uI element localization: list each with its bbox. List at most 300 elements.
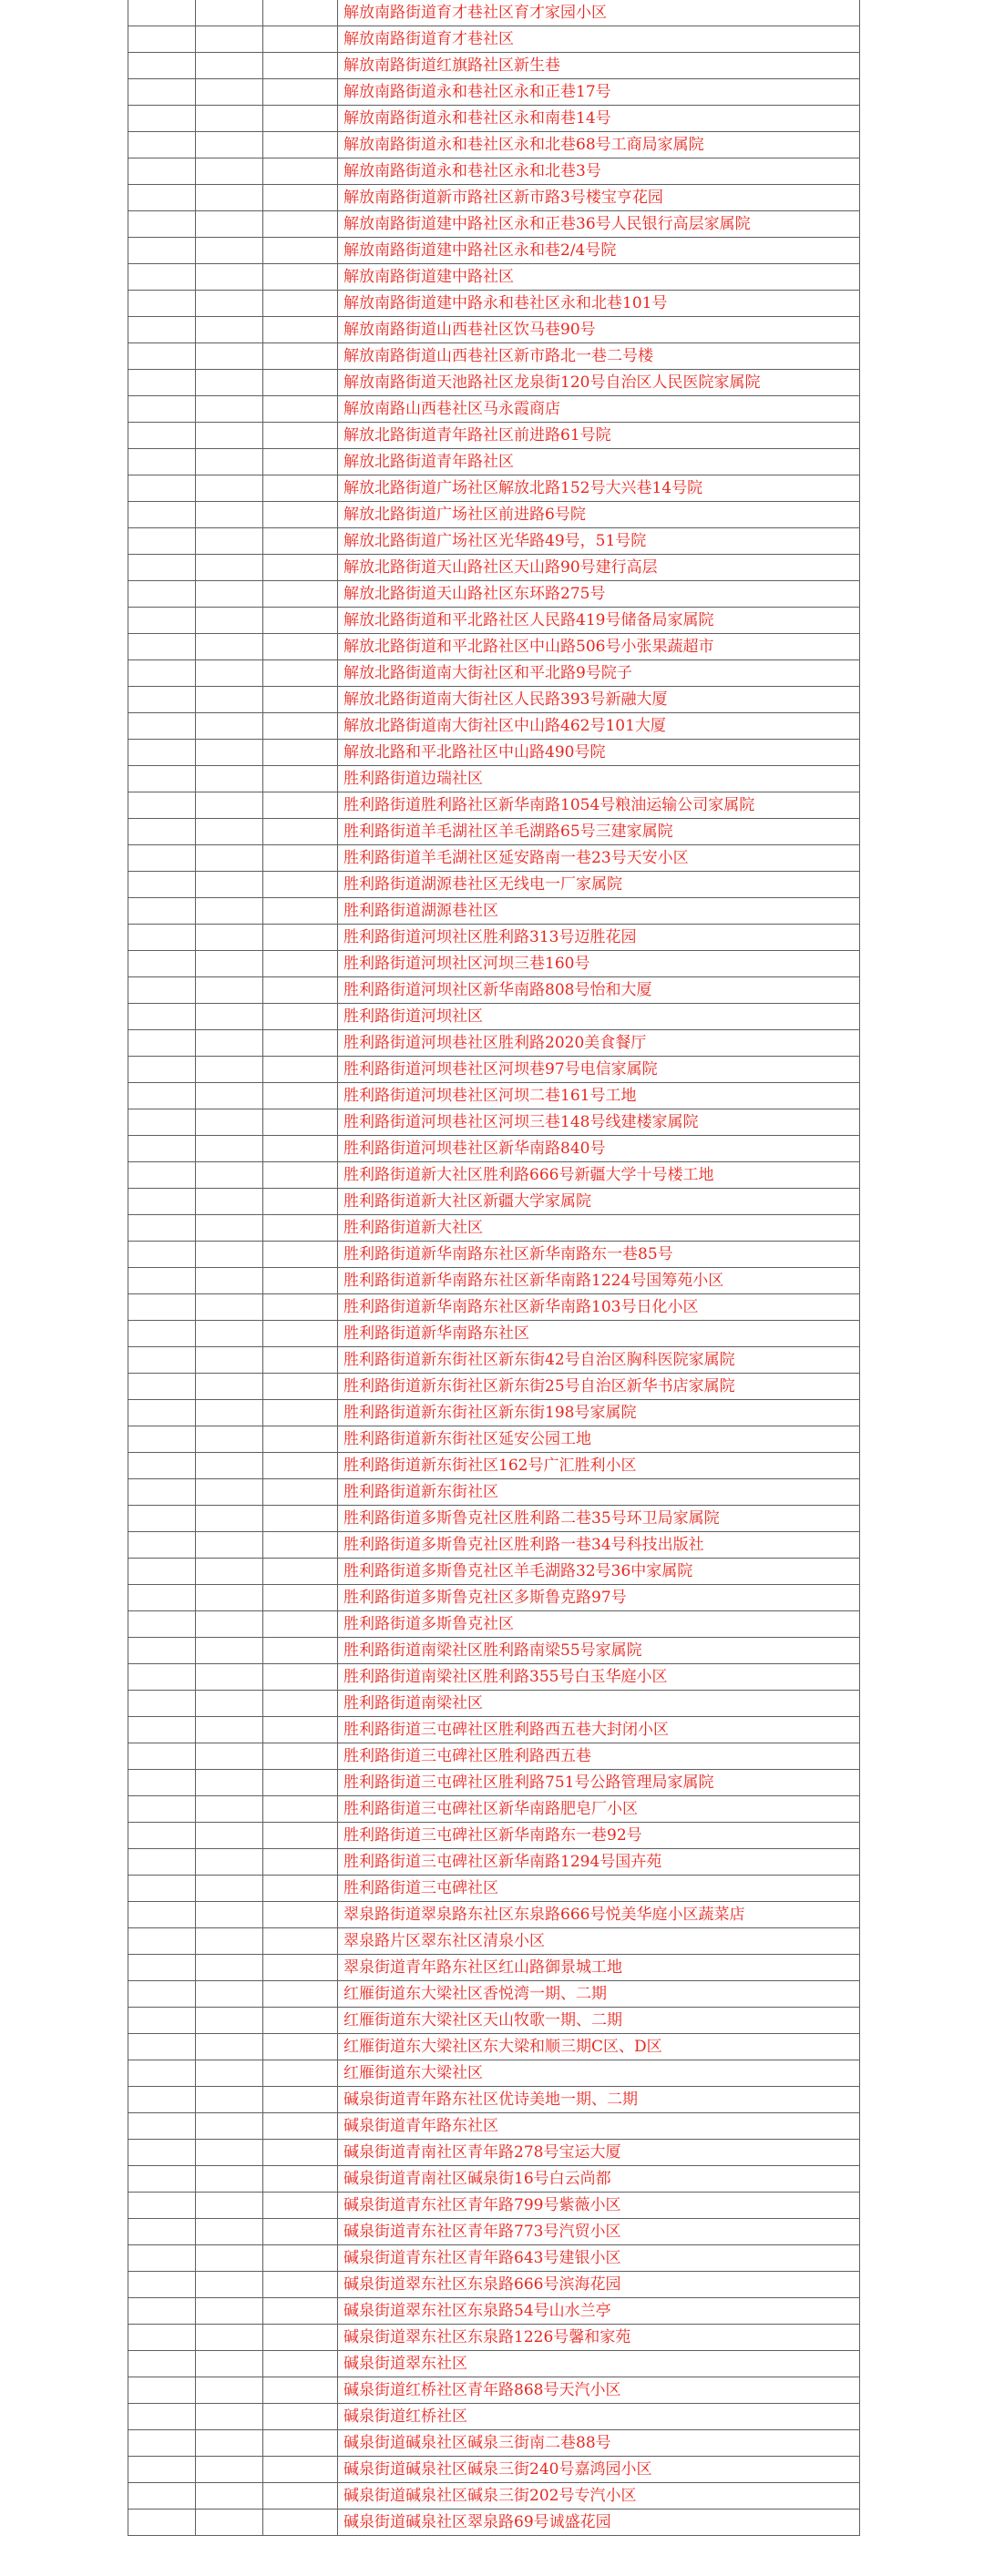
address-cell: 碱泉街道碱泉社区碱泉三街202号专汽小区 xyxy=(338,2483,860,2510)
address-cell: 红雁街道东大梁社区香悦湾一期、二期 xyxy=(338,1981,860,2008)
table-row xyxy=(128,1136,860,1162)
empty-cell xyxy=(196,713,263,740)
empty-cell xyxy=(263,1823,338,1849)
address-cell: 碱泉街道翠东社区 xyxy=(338,2351,860,2377)
empty-cell xyxy=(128,2113,196,2140)
empty-cell xyxy=(128,845,196,872)
table-row xyxy=(128,2060,860,2087)
empty-cell xyxy=(196,2140,263,2166)
address-cell: 胜利路街道新大社区新疆大学家属院 xyxy=(338,1189,860,1215)
table-row xyxy=(128,1162,860,1189)
empty-cell xyxy=(128,1400,196,1426)
empty-cell xyxy=(263,2219,338,2245)
empty-cell xyxy=(263,1506,338,1532)
empty-cell xyxy=(263,660,338,687)
empty-cell xyxy=(128,1030,196,1057)
empty-cell xyxy=(128,634,196,660)
empty-cell xyxy=(263,1083,338,1109)
empty-cell xyxy=(263,502,338,528)
table-row xyxy=(128,1664,860,1691)
empty-cell xyxy=(196,396,263,423)
address-cell: 胜利路街道多斯鲁克社区胜利路一巷34号科技出版社 xyxy=(338,1532,860,1559)
empty-cell xyxy=(263,185,338,211)
empty-cell xyxy=(263,687,338,713)
table-row xyxy=(128,925,860,951)
empty-cell xyxy=(263,2060,338,2087)
address-cell: 胜利路街道新东街社区162号广汇胜利小区 xyxy=(338,1453,860,1479)
empty-cell xyxy=(196,1770,263,1796)
address-cell: 解放南路街道建中路社区永和正巷36号人民银行高层家属院 xyxy=(338,211,860,238)
address-cell: 胜利路街道新东街社区新东街42号自治区胸科医院家属院 xyxy=(338,1347,860,1374)
empty-cell xyxy=(263,79,338,106)
empty-cell xyxy=(196,317,263,343)
table-row xyxy=(128,211,860,238)
table-row xyxy=(128,0,860,26)
empty-cell xyxy=(196,608,263,634)
empty-cell xyxy=(128,660,196,687)
empty-cell xyxy=(196,343,263,370)
empty-cell xyxy=(263,2510,338,2536)
table-row xyxy=(128,1770,860,1796)
empty-cell xyxy=(263,1268,338,1294)
address-cell: 胜利路街道河坝社区胜利路313号迈胜花园 xyxy=(338,925,860,951)
address-cell: 胜利路街道新华南路东社区 xyxy=(338,1321,860,1347)
empty-cell xyxy=(263,423,338,449)
empty-cell xyxy=(263,555,338,581)
empty-cell xyxy=(263,1374,338,1400)
table-row xyxy=(128,317,860,343)
table-row xyxy=(128,2193,860,2219)
empty-cell xyxy=(128,0,196,26)
empty-cell xyxy=(263,1004,338,1030)
table-row xyxy=(128,898,860,925)
empty-cell xyxy=(263,343,338,370)
address-cell: 碱泉街道青南社区碱泉街16号白云尚都 xyxy=(338,2166,860,2193)
empty-cell xyxy=(263,2483,338,2510)
empty-cell xyxy=(196,2087,263,2113)
empty-cell xyxy=(128,925,196,951)
address-cell: 胜利路街道新华南路东社区新华南路东一巷85号 xyxy=(338,1242,860,1268)
empty-cell xyxy=(128,951,196,977)
address-cell: 解放北路街道天山路社区东环路275号 xyxy=(338,581,860,608)
empty-cell xyxy=(263,1638,338,1664)
empty-cell xyxy=(263,317,338,343)
address-cell: 胜利路街道多斯鲁克社区 xyxy=(338,1611,860,1638)
empty-cell xyxy=(196,2245,263,2272)
table-row xyxy=(128,1426,860,1453)
empty-cell xyxy=(128,2166,196,2193)
empty-cell xyxy=(263,898,338,925)
table-row xyxy=(128,1902,860,1928)
table-row xyxy=(128,2140,860,2166)
empty-cell xyxy=(128,1902,196,1928)
empty-cell xyxy=(263,1902,338,1928)
empty-cell xyxy=(196,528,263,555)
empty-cell xyxy=(263,2430,338,2457)
empty-cell xyxy=(196,1189,263,1215)
empty-cell xyxy=(128,1004,196,1030)
address-cell: 解放北路街道广场社区解放北路152号大兴巷14号院 xyxy=(338,475,860,502)
table-row xyxy=(128,423,860,449)
empty-cell xyxy=(128,238,196,264)
empty-cell xyxy=(128,1136,196,1162)
address-cell: 解放南路街道永和巷社区永和正巷17号 xyxy=(338,79,860,106)
table-row xyxy=(128,1400,860,1426)
address-cell: 胜利路街道新东街社区新东街198号家属院 xyxy=(338,1400,860,1426)
empty-cell xyxy=(263,1532,338,1559)
empty-cell xyxy=(128,1664,196,1691)
table-row xyxy=(128,1611,860,1638)
empty-cell xyxy=(263,1215,338,1242)
empty-cell xyxy=(196,1294,263,1321)
empty-cell xyxy=(128,1743,196,1770)
empty-cell xyxy=(128,1770,196,1796)
empty-cell xyxy=(128,1242,196,1268)
address-cell: 胜利路街道河坝巷社区河坝巷97号电信家属院 xyxy=(338,1057,860,1083)
empty-cell xyxy=(128,766,196,792)
address-cell: 胜利路街道南梁社区胜利路南梁55号家属院 xyxy=(338,1638,860,1664)
empty-cell xyxy=(128,343,196,370)
address-cell: 胜利路街道新东街社区延安公园工地 xyxy=(338,1426,860,1453)
empty-cell xyxy=(263,1400,338,1426)
empty-cell xyxy=(196,2404,263,2430)
empty-cell xyxy=(263,1928,338,1955)
empty-cell xyxy=(263,2008,338,2034)
empty-cell xyxy=(128,2351,196,2377)
table-row xyxy=(128,1083,860,1109)
empty-cell xyxy=(263,2377,338,2404)
empty-cell xyxy=(196,1717,263,1743)
table-row xyxy=(128,132,860,158)
table-row xyxy=(128,370,860,396)
table-row xyxy=(128,713,860,740)
table-row xyxy=(128,1691,860,1717)
empty-cell xyxy=(128,1981,196,2008)
address-cell: 胜利路街道南梁社区 xyxy=(338,1691,860,1717)
empty-cell xyxy=(263,2298,338,2325)
table-row xyxy=(128,2404,860,2430)
empty-cell xyxy=(196,502,263,528)
address-cell: 红雁街道东大梁社区东大梁和顺三期C区、D区 xyxy=(338,2034,860,2060)
table-row xyxy=(128,819,860,845)
empty-cell xyxy=(263,238,338,264)
table-row xyxy=(128,1559,860,1585)
empty-cell xyxy=(263,2140,338,2166)
empty-cell xyxy=(263,1242,338,1268)
empty-cell xyxy=(128,1268,196,1294)
table-row xyxy=(128,1532,860,1559)
empty-cell xyxy=(263,1743,338,1770)
empty-cell xyxy=(263,1347,338,1374)
empty-cell xyxy=(196,687,263,713)
table-row xyxy=(128,396,860,423)
table-row xyxy=(128,2166,860,2193)
empty-cell xyxy=(196,1268,263,1294)
table-row xyxy=(128,845,860,872)
empty-cell xyxy=(263,1876,338,1902)
address-cell: 解放南路街道永和巷社区永和北巷3号 xyxy=(338,158,860,185)
empty-cell xyxy=(263,2325,338,2351)
table-row xyxy=(128,1928,860,1955)
empty-cell xyxy=(263,2351,338,2377)
address-cell: 解放南路山西巷社区马永霞商店 xyxy=(338,396,860,423)
address-cell: 胜利路街道河坝巷社区河坝三巷148号线建楼家属院 xyxy=(338,1109,860,1136)
table-row xyxy=(128,977,860,1004)
address-cell: 胜利路街道河坝巷社区新华南路840号 xyxy=(338,1136,860,1162)
empty-cell xyxy=(128,2219,196,2245)
table-row xyxy=(128,26,860,53)
table-row xyxy=(128,2034,860,2060)
empty-cell xyxy=(196,1321,263,1347)
table-row xyxy=(128,185,860,211)
empty-cell xyxy=(128,475,196,502)
empty-cell xyxy=(196,1400,263,1426)
address-cell: 碱泉街道碱泉社区碱泉三街240号嘉鸿园小区 xyxy=(338,2457,860,2483)
empty-cell xyxy=(128,2034,196,2060)
empty-cell xyxy=(128,106,196,132)
address-cell: 解放北路街道青年路社区前进路61号院 xyxy=(338,423,860,449)
address-cell: 碱泉街道青南社区青年路278号宝运大厦 xyxy=(338,2140,860,2166)
empty-cell xyxy=(196,53,263,79)
table-row xyxy=(128,1268,860,1294)
address-cell: 胜利路街道新大社区 xyxy=(338,1215,860,1242)
empty-cell xyxy=(128,211,196,238)
table-row xyxy=(128,766,860,792)
empty-cell xyxy=(196,1506,263,1532)
address-cell: 解放南路街道天池路社区龙泉街120号自治区人民医院家属院 xyxy=(338,370,860,396)
empty-cell xyxy=(263,792,338,819)
empty-cell xyxy=(128,1717,196,1743)
empty-cell xyxy=(263,1189,338,1215)
empty-cell xyxy=(196,449,263,475)
empty-cell xyxy=(128,819,196,845)
empty-cell xyxy=(263,1136,338,1162)
empty-cell xyxy=(128,1374,196,1400)
empty-cell xyxy=(196,977,263,1004)
table-row xyxy=(128,1321,860,1347)
empty-cell xyxy=(263,713,338,740)
empty-cell xyxy=(128,1189,196,1215)
address-cell: 胜利路街道三屯碑社区胜利路西五巷 xyxy=(338,1743,860,1770)
empty-cell xyxy=(196,26,263,53)
empty-cell xyxy=(196,1162,263,1189)
table-row xyxy=(128,1849,860,1876)
empty-cell xyxy=(263,2087,338,2113)
empty-cell xyxy=(196,1849,263,1876)
empty-cell xyxy=(263,581,338,608)
empty-cell xyxy=(196,766,263,792)
address-cell: 胜利路街道三屯碑社区胜利路751号公路管理局家属院 xyxy=(338,1770,860,1796)
empty-cell xyxy=(263,977,338,1004)
table-row xyxy=(128,449,860,475)
table-row xyxy=(128,2245,860,2272)
empty-cell xyxy=(196,1057,263,1083)
address-cell: 解放北路街道广场社区光华路49号，51号院 xyxy=(338,528,860,555)
table-row xyxy=(128,2298,860,2325)
empty-cell xyxy=(128,1083,196,1109)
empty-cell xyxy=(196,898,263,925)
empty-cell xyxy=(128,370,196,396)
empty-cell xyxy=(263,264,338,291)
empty-cell xyxy=(128,792,196,819)
table-row xyxy=(128,238,860,264)
empty-cell xyxy=(196,79,263,106)
table-row xyxy=(128,2483,860,2510)
empty-cell xyxy=(196,1004,263,1030)
address-cell: 解放南路街道永和巷社区永和北巷68号工商局家属院 xyxy=(338,132,860,158)
empty-cell xyxy=(196,1479,263,1506)
address-cell: 碱泉街道青东社区青年路773号汽贸小区 xyxy=(338,2219,860,2245)
empty-cell xyxy=(263,158,338,185)
address-cell: 胜利路街道三屯碑社区 xyxy=(338,1876,860,1902)
empty-cell xyxy=(196,1559,263,1585)
empty-cell xyxy=(196,1823,263,1849)
empty-cell xyxy=(196,1796,263,1823)
address-cell: 解放南路街道建中路社区 xyxy=(338,264,860,291)
address-cell: 解放南路街道建中路永和巷社区永和北巷101号 xyxy=(338,291,860,317)
empty-cell xyxy=(263,1796,338,1823)
address-cell: 碱泉街道青年路东社区 xyxy=(338,2113,860,2140)
empty-cell xyxy=(196,1030,263,1057)
empty-cell xyxy=(128,2404,196,2430)
empty-cell xyxy=(263,291,338,317)
empty-cell xyxy=(263,1717,338,1743)
address-cell: 胜利路街道胜利路社区新华南路1054号粮油运输公司家属院 xyxy=(338,792,860,819)
empty-cell xyxy=(263,449,338,475)
address-cell: 胜利路街道河坝社区 xyxy=(338,1004,860,1030)
empty-cell xyxy=(196,1083,263,1109)
empty-cell xyxy=(263,1981,338,2008)
address-cell: 碱泉街道碱泉社区碱泉三街南二巷88号 xyxy=(338,2430,860,2457)
empty-cell xyxy=(128,1162,196,1189)
address-cell: 解放北路和平北路社区中山路490号院 xyxy=(338,740,860,766)
empty-cell xyxy=(128,2457,196,2483)
empty-cell xyxy=(196,1242,263,1268)
empty-cell xyxy=(128,1426,196,1453)
empty-cell xyxy=(128,1109,196,1136)
table-row xyxy=(128,158,860,185)
empty-cell xyxy=(128,2430,196,2457)
empty-cell xyxy=(196,1981,263,2008)
empty-cell xyxy=(196,2430,263,2457)
table-row xyxy=(128,608,860,634)
address-cell: 胜利路街道新华南路东社区新华南路1224号国筹苑小区 xyxy=(338,1268,860,1294)
empty-cell xyxy=(196,106,263,132)
table-row xyxy=(128,1506,860,1532)
address-cell: 碱泉街道红桥社区 xyxy=(338,2404,860,2430)
empty-cell xyxy=(128,2483,196,2510)
address-cell: 胜利路街道羊毛湖社区延安路南一巷23号天安小区 xyxy=(338,845,860,872)
empty-cell xyxy=(196,185,263,211)
empty-cell xyxy=(263,1453,338,1479)
empty-cell xyxy=(196,1585,263,1611)
empty-cell xyxy=(263,2245,338,2272)
table-row xyxy=(128,1638,860,1664)
table-row xyxy=(128,1453,860,1479)
empty-cell xyxy=(196,475,263,502)
empty-cell xyxy=(128,555,196,581)
table-row xyxy=(128,634,860,660)
empty-cell xyxy=(263,819,338,845)
table-row xyxy=(128,343,860,370)
address-cell: 解放南路街道育才巷社区育才家园小区 xyxy=(338,0,860,26)
empty-cell xyxy=(196,1215,263,1242)
address-cell: 解放北路街道天山路社区天山路90号建行高层 xyxy=(338,555,860,581)
table-row xyxy=(128,1004,860,1030)
empty-cell xyxy=(263,872,338,898)
table-row xyxy=(128,2325,860,2351)
empty-cell xyxy=(128,1611,196,1638)
empty-cell xyxy=(263,1770,338,1796)
table-row xyxy=(128,1479,860,1506)
empty-cell xyxy=(263,0,338,26)
empty-cell xyxy=(196,1374,263,1400)
empty-cell xyxy=(128,423,196,449)
table-row xyxy=(128,1374,860,1400)
empty-cell xyxy=(128,2325,196,2351)
empty-cell xyxy=(263,925,338,951)
empty-cell xyxy=(263,475,338,502)
table-row xyxy=(128,2510,860,2536)
empty-cell xyxy=(196,1638,263,1664)
empty-cell xyxy=(128,502,196,528)
table-row xyxy=(128,2113,860,2140)
empty-cell xyxy=(128,291,196,317)
empty-cell xyxy=(196,2008,263,2034)
empty-cell xyxy=(263,1955,338,1981)
address-cell: 胜利路街道湖源巷社区 xyxy=(338,898,860,925)
empty-cell xyxy=(196,211,263,238)
empty-cell xyxy=(263,53,338,79)
address-cell: 翠泉路街道翠泉路东社区东泉路666号悦美华庭小区蔬菜店 xyxy=(338,1902,860,1928)
address-cell: 胜利路街道新东街社区新东街25号自治区新华书店家属院 xyxy=(338,1374,860,1400)
empty-cell xyxy=(196,264,263,291)
table-row xyxy=(128,792,860,819)
empty-cell xyxy=(196,792,263,819)
empty-cell xyxy=(196,2060,263,2087)
empty-cell xyxy=(128,1876,196,1902)
empty-cell xyxy=(196,2219,263,2245)
empty-cell xyxy=(263,396,338,423)
empty-cell xyxy=(196,1347,263,1374)
empty-cell xyxy=(196,1955,263,1981)
empty-cell xyxy=(128,1559,196,1585)
empty-cell xyxy=(128,2193,196,2219)
empty-cell xyxy=(196,740,263,766)
table-row xyxy=(128,79,860,106)
empty-cell xyxy=(196,158,263,185)
address-cell: 解放北路街道南大街社区和平北路9号院子 xyxy=(338,660,860,687)
empty-cell xyxy=(263,845,338,872)
empty-cell xyxy=(128,2510,196,2536)
empty-cell xyxy=(196,925,263,951)
table-row xyxy=(128,687,860,713)
empty-cell xyxy=(196,1532,263,1559)
empty-cell xyxy=(196,2377,263,2404)
table-row xyxy=(128,53,860,79)
empty-cell xyxy=(196,2510,263,2536)
table-row xyxy=(128,660,860,687)
empty-cell xyxy=(128,977,196,1004)
address-cell: 解放南路街道育才巷社区 xyxy=(338,26,860,53)
address-cell: 胜利路街道边瑞社区 xyxy=(338,766,860,792)
empty-cell xyxy=(263,1691,338,1717)
table-row xyxy=(128,2219,860,2245)
empty-cell xyxy=(128,713,196,740)
empty-cell xyxy=(196,2272,263,2298)
empty-cell xyxy=(263,370,338,396)
address-cell: 胜利路街道河坝巷社区河坝二巷161号工地 xyxy=(338,1083,860,1109)
